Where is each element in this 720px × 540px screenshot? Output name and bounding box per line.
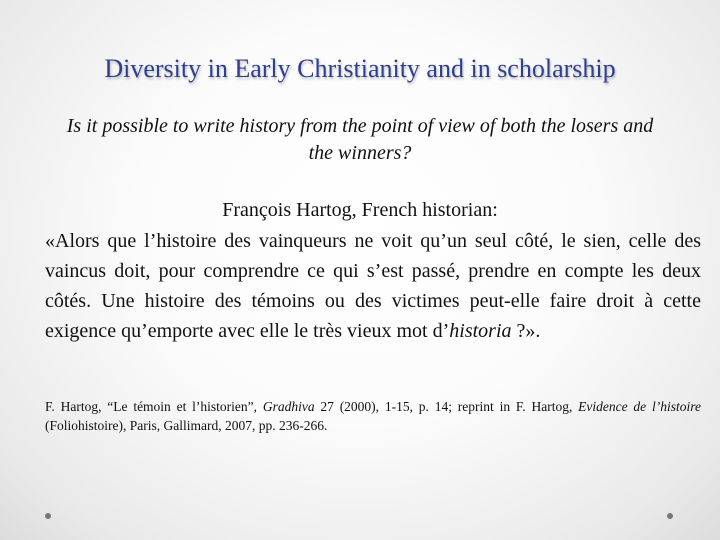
reference-journal: Gradhiva	[262, 399, 315, 414]
quote-ending: ?».	[511, 320, 541, 342]
quote-paragraph	[45, 226, 701, 346]
quote-text: «Alors que l’histoire des vainqueurs ne voit qu’un seul côté, le sien, celle des vaincus doit, pour comprendre ce qui s’est passé, prendre en compte les deux côtés. Une histoire des témoins ou des victimes peut-elle faire droit à cette exigence qu’emporte avec elle le très vieux mot d’	[45, 230, 701, 342]
reference-citation	[45, 397, 701, 435]
reference-book: Evidence de l’histoire	[578, 399, 701, 414]
corner-dot-right	[667, 513, 673, 519]
reference-text-1: F. Hartog, “Le témoin et l’historien”,	[45, 399, 263, 414]
corner-dot-left	[45, 513, 51, 519]
question-text: Is it possible to write history from the point of view of both the losers and the winners?	[66, 115, 654, 164]
reference-text-3: (Foliohistoire), Paris, Gallimard, 2007, pp. 236-266.	[45, 418, 328, 433]
quote-italic-word: historia	[449, 320, 512, 342]
reference-text-2: 27 (2000), 1-15, p. 14; reprint in F. Hartog,	[314, 399, 579, 414]
slide-title: Diversity in Early Christianity and in scholarship	[104, 54, 616, 83]
attribution-line: François Hartog, French historian:	[222, 199, 498, 221]
